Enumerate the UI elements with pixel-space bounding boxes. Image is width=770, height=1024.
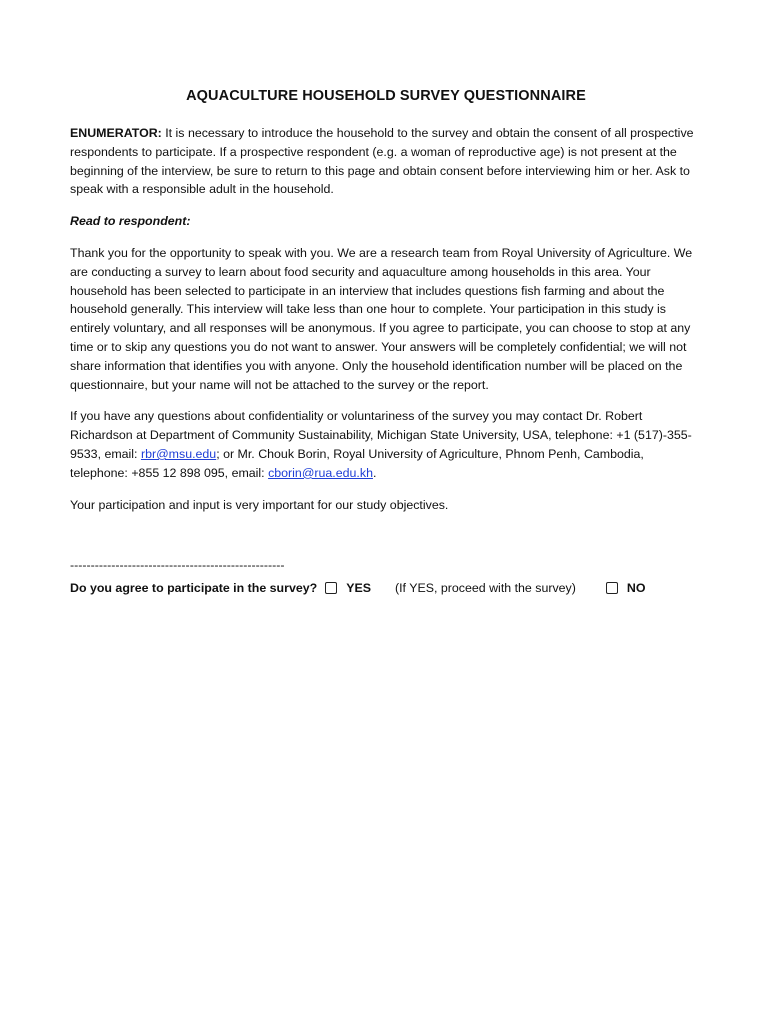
enumerator-label: ENUMERATOR: <box>70 126 162 140</box>
divider-line: ---------------------------------------------------- <box>70 558 285 573</box>
consent-question: Do you agree to participate in the survey? <box>70 581 318 596</box>
consent-note: (If YES, proceed with the survey) <box>394 581 576 596</box>
no-checkbox[interactable] <box>606 582 618 594</box>
contact-text-3: . <box>372 465 377 480</box>
document-title: AQUACULTURE HOUSEHOLD SURVEY QUESTIONNAIRE <box>186 88 586 104</box>
contact-paragraph <box>70 407 702 482</box>
spacer <box>70 527 702 557</box>
yes-checkbox[interactable] <box>325 582 337 594</box>
contact-text-1: If you have any questions about confidentiality or voluntariness of the survey you may contact Dr. Robert Richardson at Department of Community Sustainability, Michigan State University, USA, telephone: +1 (517)-355-9533, email: <box>70 409 692 461</box>
enumerator-instructions <box>70 124 702 199</box>
consent-question-row <box>70 579 702 597</box>
contact-text-2: ; or Mr. Chouk Borin, Royal University of Agriculture, Phnom Penh, Cambodia, telephone: +855 12 898 095, email: <box>70 446 644 480</box>
document-page <box>70 88 702 597</box>
intro-paragraph: Thank you for the opportunity to speak with you. We are a research team from Royal University of Agriculture. We are conducting a survey to learn about food security and aquaculture among households in this area. Your household has been selected to participate in an interview that includes questions fish farming and about the household generally. This interview will take less than one hour to complete. Your participation in this study is entirely voluntary, and all responses will be anonymous. If you agree to participate, you can choose to stop at any time or to skip any questions you do not want to answer. Your answers will be completely confidential; we will not share information that identifies you with anyone. Only the household identification number will be placed on the questionnaire, but your name will not be attached to the survey or the report. <box>70 245 693 392</box>
closing-statement: Your participation and input is very important for our study objectives. <box>70 497 449 512</box>
yes-label: YES <box>346 581 371 596</box>
email-link-rua[interactable]: cborin@rua.edu.kh <box>268 465 373 480</box>
read-to-respondent-label: Read to respondent: <box>70 214 191 229</box>
email-link-msu[interactable]: rbr@msu.edu <box>140 446 217 461</box>
no-label: NO <box>626 581 646 596</box>
enumerator-text: It is necessary to introduce the household to the survey and obtain the consent of all prospective respondents to participate. If a prospective respondent (e.g. a woman of reproductive age) is not present at the beginning of the interview, be sure to return to this page and obtain consent before interviewing him or her. Ask to speak with a responsible adult in the household. <box>70 126 694 197</box>
